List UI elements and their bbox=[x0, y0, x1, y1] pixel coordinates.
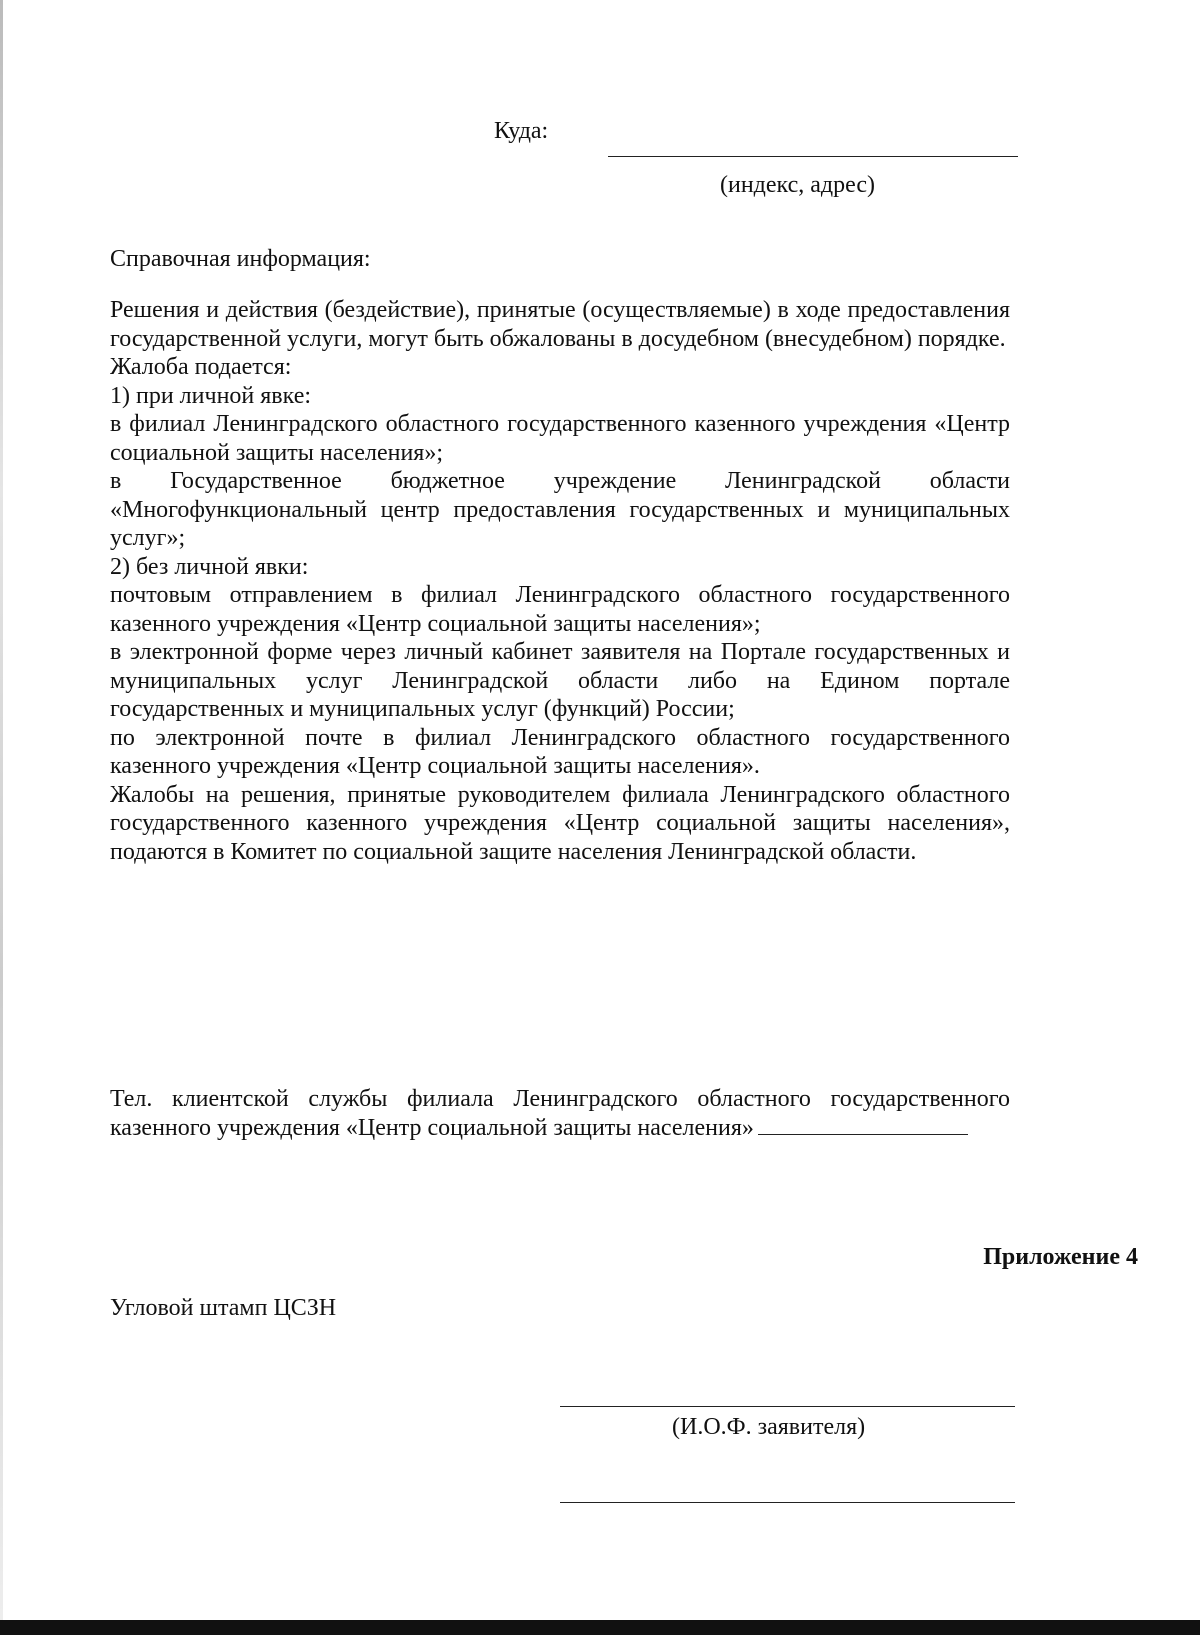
applicant-name-line bbox=[560, 1406, 1015, 1407]
address-caption: (индекс, адрес) bbox=[720, 172, 876, 198]
phone-text: Тел. клиентской службы филиала Ленинградского областного государственного казенного учреждения «Центр социальной защиты населения» bbox=[110, 1086, 1010, 1141]
applicant-second-line bbox=[560, 1502, 1015, 1503]
scan-edge-left bbox=[0, 0, 3, 1635]
paragraph-electronic-portal: в электронной форме через личный кабинет заявителя на Портале государственных и муниципальных услуг Ленинградской области либо на Едином портале государственных и муниципальных услуг (функций) России; bbox=[110, 639, 1010, 722]
phone-block bbox=[110, 1085, 1010, 1142]
scan-edge-bottom bbox=[0, 1620, 1200, 1635]
paragraph-postal: почтовым отправлением в филиал Ленинградского областного государственного казенного учреждения «Центр социальной защиты населения»; bbox=[110, 582, 1010, 637]
paragraph-appeal-intro: Решения и действия (бездействие), принятые (осуществляемые) в ходе предоставления государственной услуги, могут быть обжалованы в досудебном (внесудебном) порядке. bbox=[110, 297, 1010, 352]
address-label: Куда: bbox=[494, 118, 549, 144]
phone-blank-line bbox=[758, 1114, 968, 1135]
appendix-label: Приложение 4 bbox=[983, 1244, 1138, 1270]
applicant-name-caption: (И.О.Ф. заявителя) bbox=[672, 1414, 866, 1440]
paragraph-complaints-committee: Жалобы на решения, принятые руководителем филиала Ленинградского областного государственного казенного учреждения «Центр социальной защиты населения», подаются в Комитет по социальной защите населения Ленинградской области. bbox=[110, 781, 1010, 865]
recipient-address-block bbox=[490, 118, 1020, 208]
paragraph-in-person: 1) при личной явке: bbox=[110, 382, 312, 409]
paragraph-mfc: в Государственное бюджетное учреждение Ленинградской области «Многофункциональный центр предоставления государственных и муниципальных услуг»; bbox=[110, 468, 1010, 551]
paragraph-branch-office: в филиал Ленинградского областного государственного казенного учреждения «Центр социальной защиты населения»; bbox=[110, 411, 1010, 466]
corner-stamp-label: Угловой штамп ЦСЗН bbox=[110, 1295, 337, 1321]
address-blank-line bbox=[608, 156, 1018, 157]
reference-heading: Справочная информация: bbox=[110, 246, 371, 272]
paragraph-remote: 2) без личной явки: bbox=[110, 553, 309, 580]
paragraph-submitted: Жалоба подается: bbox=[110, 354, 292, 380]
reference-body bbox=[110, 296, 1010, 866]
paragraph-email: по электронной почте в филиал Ленинградского областного государственного казенного учреждения «Центр социальной защиты населения». bbox=[110, 724, 1010, 779]
